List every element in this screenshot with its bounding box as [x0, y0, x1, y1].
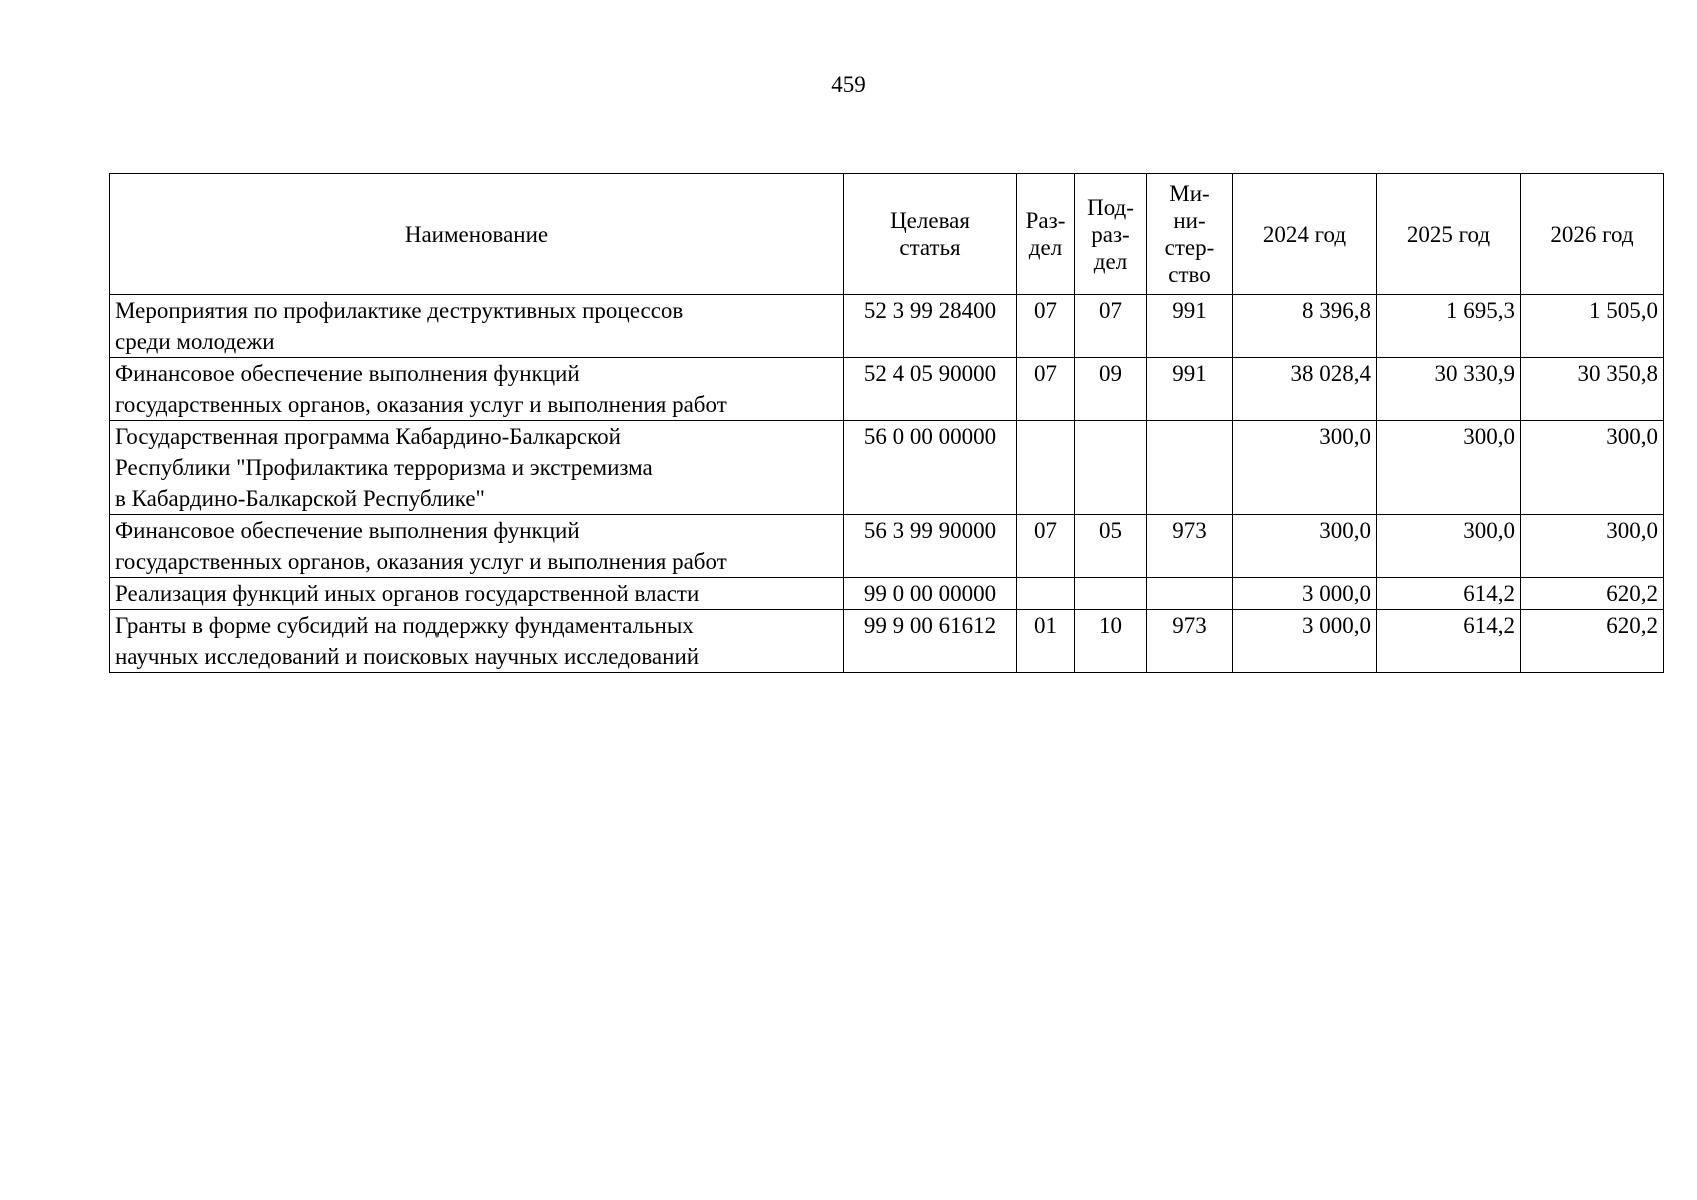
- page-number: 459: [831, 72, 866, 97]
- row-2026: 620,2: [1521, 578, 1664, 610]
- row-subsection: 09: [1075, 358, 1147, 421]
- row-2026: 620,2: [1521, 610, 1664, 673]
- row-name: Финансовое обеспечение выполнения функций государственных органов, оказания услуг и выполнения работ: [110, 358, 844, 421]
- table-row: [110, 578, 1664, 610]
- row-section: 07: [1017, 515, 1075, 578]
- row-target: 52 3 99 28400: [844, 295, 1017, 358]
- row-ministry: 991: [1147, 295, 1233, 358]
- row-2024: 8 396,8: [1233, 295, 1377, 358]
- row-2025: 300,0: [1377, 515, 1521, 578]
- table-row: [110, 515, 1664, 578]
- row-2024: 3 000,0: [1233, 578, 1377, 610]
- header-2024: 2024 год: [1233, 174, 1377, 295]
- budget-table: [109, 173, 1664, 673]
- row-section: 07: [1017, 295, 1075, 358]
- table-row: [110, 295, 1664, 358]
- row-subsection: [1075, 421, 1147, 515]
- row-2024: 300,0: [1233, 515, 1377, 578]
- row-section: 01: [1017, 610, 1075, 673]
- row-2026: 1 505,0: [1521, 295, 1664, 358]
- header-2025: 2025 год: [1377, 174, 1521, 295]
- row-section: 07: [1017, 358, 1075, 421]
- row-ministry: 991: [1147, 358, 1233, 421]
- row-name: Финансовое обеспечение выполнения функций государственных органов, оказания услуг и выполнения работ: [110, 515, 844, 578]
- row-target: 56 3 99 90000: [844, 515, 1017, 578]
- row-section: [1017, 578, 1075, 610]
- row-name: Мероприятия по профилактике деструктивных процессов среди молодежи: [110, 295, 844, 358]
- row-2024: 3 000,0: [1233, 610, 1377, 673]
- row-2025: 614,2: [1377, 578, 1521, 610]
- row-subsection: 05: [1075, 515, 1147, 578]
- row-2026: 30 350,8: [1521, 358, 1664, 421]
- row-ministry: [1147, 578, 1233, 610]
- header-ministry: Ми- ни- стер- ство: [1147, 174, 1233, 295]
- row-2025: 30 330,9: [1377, 358, 1521, 421]
- row-subsection: [1075, 578, 1147, 610]
- row-subsection: 10: [1075, 610, 1147, 673]
- row-2024: 38 028,4: [1233, 358, 1377, 421]
- row-target: 52 4 05 90000: [844, 358, 1017, 421]
- row-target: 99 9 00 61612: [844, 610, 1017, 673]
- table-row: [110, 421, 1664, 515]
- row-section: [1017, 421, 1075, 515]
- row-target: 99 0 00 00000: [844, 578, 1017, 610]
- header-section: Раз- дел: [1017, 174, 1075, 295]
- row-2024: 300,0: [1233, 421, 1377, 515]
- row-2026: 300,0: [1521, 421, 1664, 515]
- row-ministry: [1147, 421, 1233, 515]
- row-target: 56 0 00 00000: [844, 421, 1017, 515]
- table-row: [110, 610, 1664, 673]
- row-2025: 614,2: [1377, 610, 1521, 673]
- row-subsection: 07: [1075, 295, 1147, 358]
- row-2026: 300,0: [1521, 515, 1664, 578]
- row-2025: 300,0: [1377, 421, 1521, 515]
- header-name: Наименование: [110, 174, 844, 295]
- header-target: Целевая статья: [844, 174, 1017, 295]
- row-name: Государственная программа Кабардино-Балкарской Республики "Профилактика терроризма и экстремизма в Кабардино-Балкарской Республике": [110, 421, 844, 515]
- row-ministry: 973: [1147, 515, 1233, 578]
- row-name: Реализация функций иных органов государственной власти: [110, 578, 844, 610]
- header-subsection: Под- раз- дел: [1075, 174, 1147, 295]
- row-2025: 1 695,3: [1377, 295, 1521, 358]
- table-header-row: [110, 174, 1664, 295]
- table-row: [110, 358, 1664, 421]
- row-ministry: 973: [1147, 610, 1233, 673]
- header-2026: 2026 год: [1521, 174, 1664, 295]
- row-name: Гранты в форме субсидий на поддержку фундаментальных научных исследований и поисковых научных исследований: [110, 610, 844, 673]
